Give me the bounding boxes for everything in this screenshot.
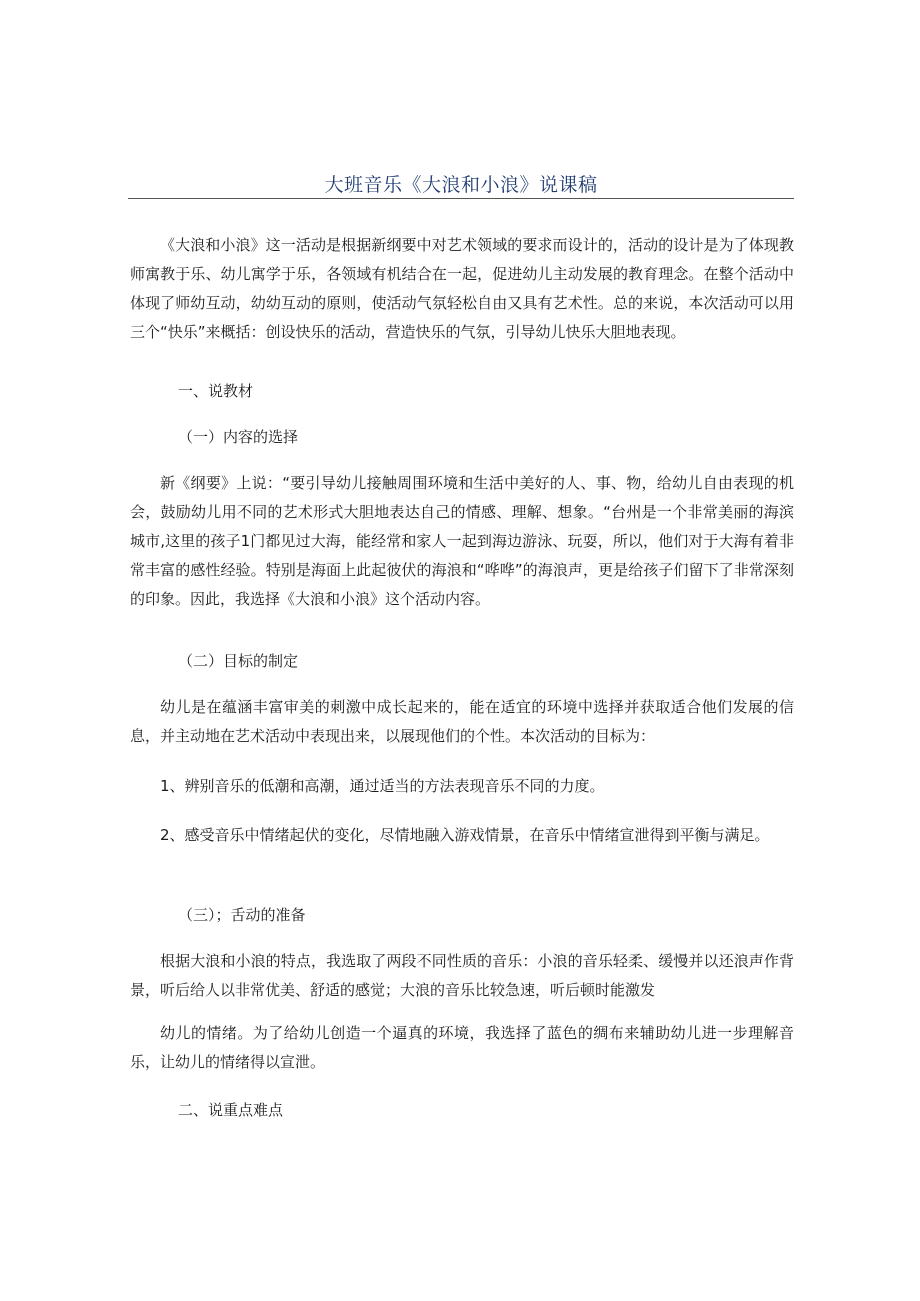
section-1-heading: 一、说教材 xyxy=(178,382,254,400)
subsection-3-paragraph-2: 幼儿的情绪。为了给幼儿创造一个逼真的环境，我选择了蓝色的绸布来辅助幼儿进一步理解音乐，让幼儿的情绪得以宣泄。 xyxy=(130,1024,794,1071)
subsection-1-heading: （一）内容的选择 xyxy=(178,428,299,446)
intro-paragraph: 《大浪和小浪》这一活动是根据新纲要中对艺术领域的要求而设计的，活动的设计是为了体现教师寓教于乐、幼儿寓学于乐，各领域有机结合在一起，促进幼儿主动发展的教育理念。在整个活动中体现了师幼互动，幼幼互动的原则，使活动气氛轻松自由又具有艺术性。总的来说，本次活动可以用三个“快乐”来概括：创设快乐的活动，营造快乐的气氛，引导幼儿快乐大胆地表现。 xyxy=(130,236,794,341)
goal-1: 1、辨别音乐的低潮和高潮，通过适当的方法表现音乐不同的力度。 xyxy=(160,777,605,795)
subsection-1-paragraph: 新《纲要》上说：“要引导幼儿接触周围环境和生活中美好的人、事、物，给幼儿自由表现的机会，鼓励幼儿用不同的艺术形式大胆地表达自己的情感、理解、想象。“台州是一个非常美丽的海滨城市,这里的孩子1门都见过大海，能经常和家人一起到海边游泳、玩耍，所以，他们对于大海有着非常丰富的感性经验。特别是海面上此起彼伏的海浪和“哗哗”的海浪声，更是给孩子们留下了非常深刻的印象。因此，我选择《大浪和小浪》这个活动内容。 xyxy=(130,474,794,608)
goal-2: 2、感受音乐中情绪起伏的变化，尽情地融入游戏情景，在音乐中情绪宣泄得到平衡与满足。 xyxy=(160,826,770,844)
subsection-2-paragraph: 幼儿是在蕴涵丰富审美的刺激中成长起来的，能在适宜的环境中选择并获取适合他们发展的信息，并主动地在艺术活动中表现出来，以展现他们的个性。本次活动的目标为： xyxy=(130,698,794,745)
document-title: 大班音乐《大浪和小浪》说课稿 xyxy=(324,174,598,196)
subsection-3-heading: （三）；舌动的准备 xyxy=(178,906,306,924)
subsection-3-paragraph-1: 根据大浪和小浪的特点，我选取了两段不同性质的音乐：小浪的音乐轻柔、缓慢并以还浪声作背景，听后给人以非常优美、舒适的感觉；大浪的音乐比较急速，听后顿时能激发 xyxy=(130,952,794,999)
section-2-heading: 二、说重点难点 xyxy=(178,1101,284,1119)
subsection-2-heading: （二）目标的制定 xyxy=(178,652,299,670)
title-underline xyxy=(128,198,794,199)
